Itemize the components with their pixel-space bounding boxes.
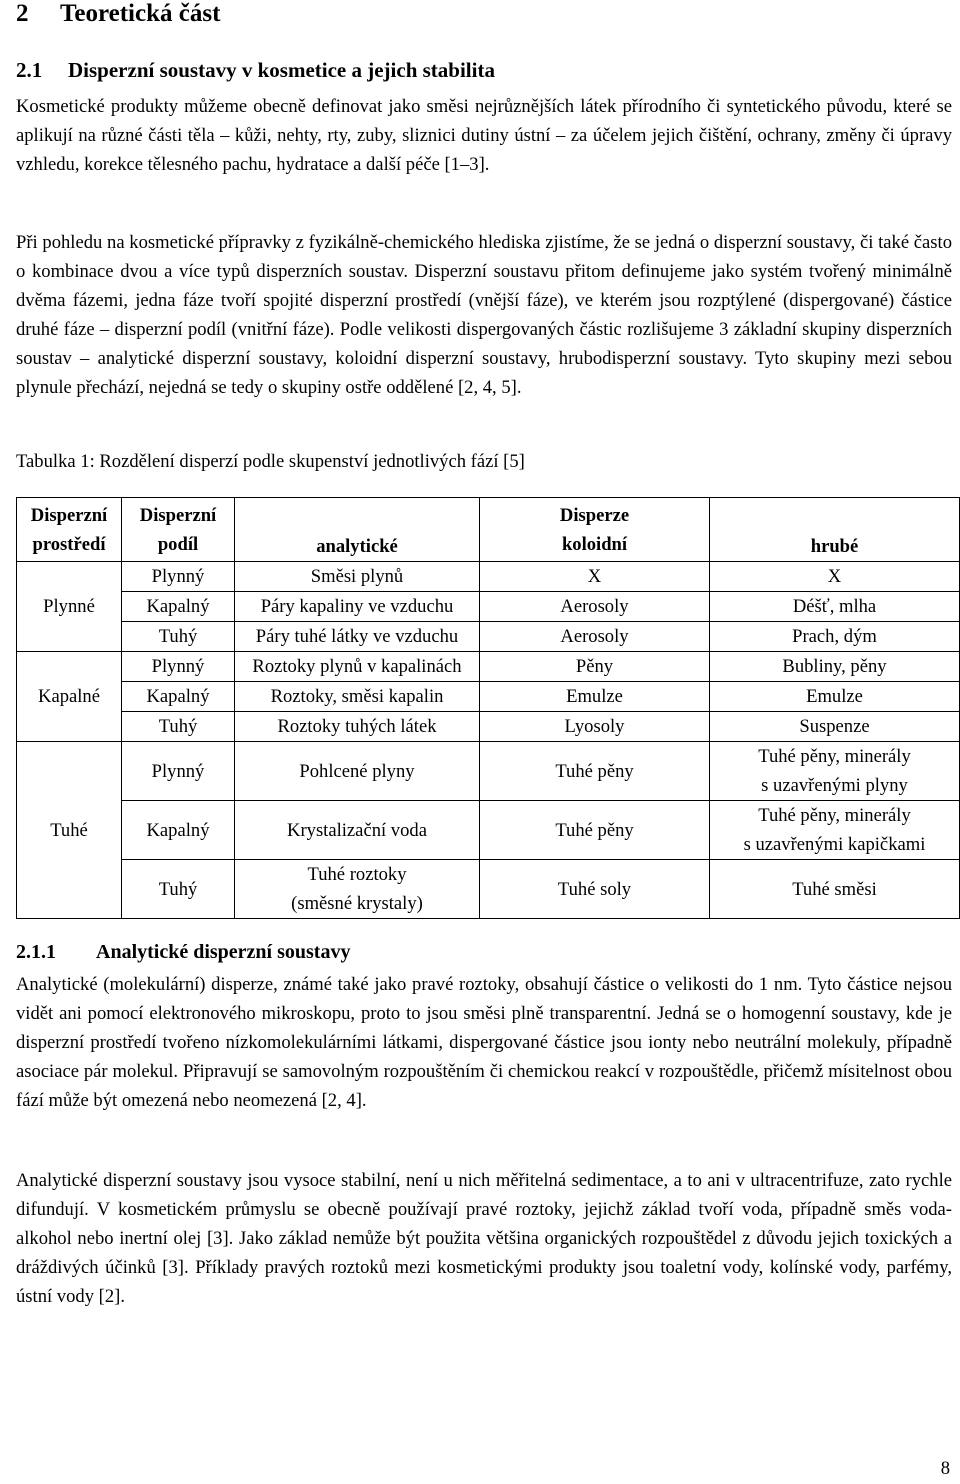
- paragraph-analytic-definition: Analytické (molekulární) disperze, známé také jako pravé roztoky, obsahují částice o velikosti do 1 nm. Tyto částice nejsou vidět ani pomocí elektronového mikroskopu, proto to jsou směsi plně transparentní. Jedná se o homogenní soustavy, kde je disperzní prostředí tvořeno nízkomolekulárními látkami, dispergované částice jsou ionty nebo neutrální molekuly, případně asociace pár molekul. Připravují se samovolným rozpouštěním či chemickou reakcí v rozpouštědle, přičemž mísitelnost obou fází může být omezená nebo neomezená [2, 4].: [16, 974, 952, 1111]
- phase-cell: Plynný: [122, 652, 235, 682]
- coarse-cell: Tuhé směsi: [710, 860, 960, 919]
- analytic-cell: Směsi plynů: [235, 562, 480, 592]
- table-row: [17, 712, 960, 742]
- analytic-cell: Roztoky plynů v kapalinách: [235, 652, 480, 682]
- header-colloid: [480, 498, 710, 562]
- medium-cell: Plynné: [17, 562, 122, 652]
- analytic-cell: Páry kapaliny ve vzduchu: [235, 592, 480, 622]
- coarse-line2: s uzavřenými plyny: [761, 775, 908, 796]
- medium-cell: Kapalné: [17, 652, 122, 742]
- coarse-line1: Tuhé pěny, minerály: [758, 746, 911, 767]
- colloid-cell: X: [480, 562, 710, 592]
- phase-cell: Kapalný: [122, 682, 235, 712]
- phase-cell: Plynný: [122, 742, 235, 801]
- coarse-cell: Déšť, mlha: [710, 592, 960, 622]
- analytic-line1: Tuhé roztoky: [307, 864, 407, 885]
- dispersion-table: [16, 497, 960, 919]
- coarse-cell: [710, 801, 960, 860]
- table-row: [17, 562, 960, 592]
- header-medium: [17, 498, 122, 562]
- analytic-cell: Roztoky, směsi kapalin: [235, 682, 480, 712]
- table-row: [17, 801, 960, 860]
- section-number: 2.1: [16, 58, 43, 82]
- colloid-cell: Emulze: [480, 682, 710, 712]
- colloid-cell: Aerosoly: [480, 622, 710, 652]
- header-colloid-label: koloidní: [561, 533, 628, 555]
- header-coarse-label: hrubé: [810, 536, 859, 557]
- header-analytic-label: analytické: [316, 536, 398, 557]
- analytic-line2: (směsné krystaly): [291, 893, 423, 914]
- colloid-cell: Tuhé pěny: [480, 801, 710, 860]
- section-title: Disperzní soustavy v kosmetice a jejich stabilita: [68, 58, 495, 82]
- subsection-number: 2.1.1: [16, 941, 56, 963]
- table-caption: Tabulka 1: Rozdělení disperzí podle skupenství jednotlivých fází [5]: [16, 451, 525, 472]
- coarse-cell: Suspenze: [710, 712, 960, 742]
- subsection-title: Analytické disperzní soustavy: [96, 941, 351, 963]
- section-heading: [16, 56, 495, 84]
- subsection-heading: [16, 938, 350, 966]
- analytic-cell: Krystalizační voda: [235, 801, 480, 860]
- table-row: [17, 860, 960, 919]
- header-phase: [122, 498, 235, 562]
- chapter-title: Teoretická část: [60, 0, 221, 27]
- analytic-cell: Pohlcené plyny: [235, 742, 480, 801]
- table-row: [17, 652, 960, 682]
- phase-cell: Plynný: [122, 562, 235, 592]
- header-analytic: [235, 498, 480, 562]
- header-medium-line1: Disperzní: [30, 504, 108, 526]
- table-row: [17, 592, 960, 622]
- table-row: [17, 622, 960, 652]
- analytic-cell: Páry tuhé látky ve vzduchu: [235, 622, 480, 652]
- chapter-number: 2: [16, 0, 29, 27]
- colloid-cell: Pěny: [480, 652, 710, 682]
- header-coarse: [710, 498, 960, 562]
- coarse-cell: Prach, dým: [710, 622, 960, 652]
- paragraph-analytic-stability: Analytické disperzní soustavy jsou vysoce stabilní, není u nich měřitelná sedimentace, a to ani v ultracentrifuze, zato rychle difundují. V kosmetickém průmyslu se obecně používají pravé roztoky, jejichž základ tvoří voda, případně směs voda-alkohol nebo inertní olej [3]. Jako základ nemůže být použita většina organických rozpouštědel z důvodu jejich toxických a dráždivých účinků [3]. Příklady pravých roztoků mezi kosmetickými produkty jsou toaletní vody, kolínské vody, parfémy, ústní vody [2].: [16, 1170, 952, 1307]
- analytic-cell: [235, 860, 480, 919]
- colloid-cell: Lyosoly: [480, 712, 710, 742]
- coarse-cell: Emulze: [710, 682, 960, 712]
- coarse-cell: X: [710, 562, 960, 592]
- header-phase-line1: Disperzní: [139, 504, 217, 526]
- coarse-line1: Tuhé pěny, minerály: [758, 805, 911, 826]
- coarse-cell: Bubliny, pěny: [710, 652, 960, 682]
- coarse-cell: [710, 742, 960, 801]
- colloid-cell: Tuhé soly: [480, 860, 710, 919]
- colloid-cell: Tuhé pěny: [480, 742, 710, 801]
- medium-cell: Tuhé: [17, 742, 122, 919]
- phase-cell: Tuhý: [122, 622, 235, 652]
- paragraph-disperse-systems: Při pohledu na kosmetické přípravky z fyzikálně-chemického hlediska zjistíme, že se jedná o disperzní soustavy, či také často o kombinace dvou a více typů disperzních soustav. Disperzní soustavu přitom definujeme jako systém tvořený minimálně dvěma fázemi, jedna fáze tvoří spojité disperzní prostředí (vnější fáze), ve kterém jsou rozptýlené (dispergované) částice druhé fáze – disperzní podíl (vnitřní fáze). Podle velikosti dispergovaných částic rozlišujeme 3 základní skupiny disperzních soustav – analytické disperzní soustavy, koloidní disperzní soustavy, hrubodisperzní soustavy. Tyto skupiny mezi sebou plynule přechází, nejedná se tedy o skupiny ostře oddělené [2, 4, 5].: [16, 232, 952, 398]
- header-medium-line2: prostředí: [32, 533, 106, 555]
- colloid-cell: Aerosoly: [480, 592, 710, 622]
- analytic-cell: Roztoky tuhých látek: [235, 712, 480, 742]
- table-header-row: [17, 498, 960, 562]
- coarse-line2: s uzavřenými kapičkami: [743, 834, 926, 855]
- header-phase-line2: podíl: [157, 533, 199, 555]
- phase-cell: Tuhý: [122, 860, 235, 919]
- phase-cell: Tuhý: [122, 712, 235, 742]
- table-row: [17, 682, 960, 712]
- paragraph-intro: Kosmetické produkty můžeme obecně definovat jako směsi nejrůznějších látek přírodního či syntetického původu, které se aplikují na různé části těla – kůži, nehty, rty, zuby, sliznici dutiny ústní – za účelem jejich čištění, ochrany, změny či úpravy vzhledu, korekce tělesného pachu, hydratace a další péče [1–3].: [16, 96, 952, 175]
- page-number: 8: [940, 1458, 950, 1479]
- phase-cell: Kapalný: [122, 592, 235, 622]
- chapter-heading: [16, 0, 220, 30]
- table-row: [17, 742, 960, 801]
- phase-cell: Kapalný: [122, 801, 235, 860]
- header-disperze: Disperze: [559, 504, 630, 526]
